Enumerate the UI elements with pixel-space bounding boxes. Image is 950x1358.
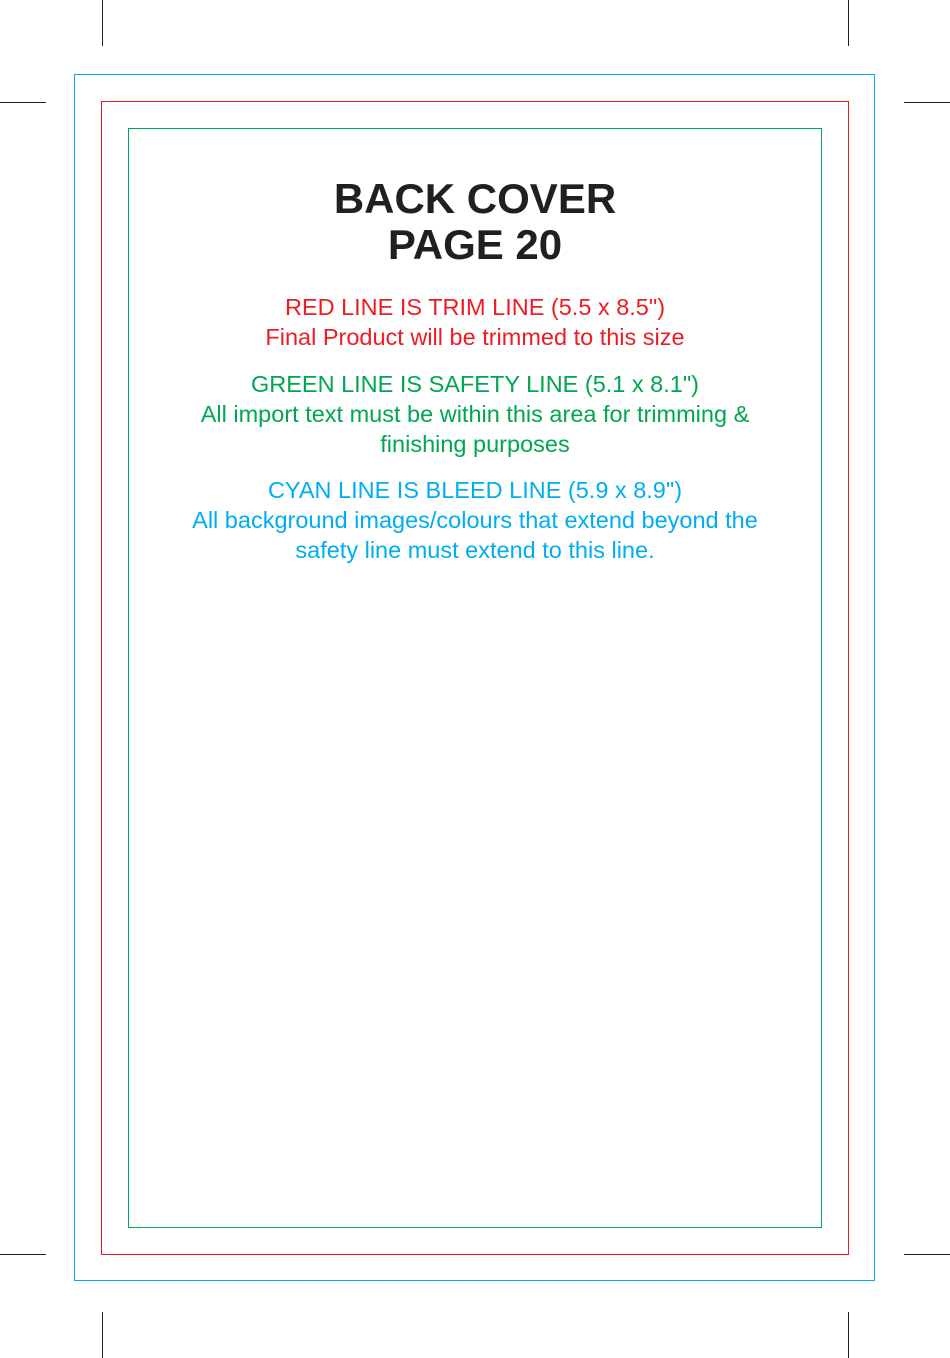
trim-note [128,292,822,352]
bleed-note [128,475,822,565]
trim-note-heading: RED LINE IS TRIM LINE (5.5 x 8.5") [284,294,666,320]
crop-mark-right-top [904,102,950,103]
title-line-1: BACK COVER [333,175,617,222]
crop-mark-bottom-right [848,1312,849,1358]
crop-mark-top-left [102,0,103,46]
crop-mark-left-bottom [0,1254,46,1255]
crop-mark-left-top [0,102,46,103]
bleed-note-line-1: All background images/colours that extend beyond the [192,507,758,533]
crop-mark-right-bottom [904,1254,950,1255]
title-line-2: PAGE 20 [387,221,563,268]
safety-note-line-1: All import text must be within this area for trimming & [200,401,750,427]
safety-note-heading: GREEN LINE IS SAFETY LINE (5.1 x 8.1") [250,371,700,397]
bleed-note-line-2: safety line must extend to this line. [295,537,655,563]
crop-mark-top-right [848,0,849,46]
trim-note-line-1: Final Product will be trimmed to this size [265,324,685,350]
page-title [128,176,822,268]
safety-note [128,369,822,459]
page-content [128,128,822,565]
safety-note-line-2: finishing purposes [380,431,570,457]
bleed-note-heading: CYAN LINE IS BLEED LINE (5.9 x 8.9") [267,477,683,503]
crop-mark-bottom-left [102,1312,103,1358]
